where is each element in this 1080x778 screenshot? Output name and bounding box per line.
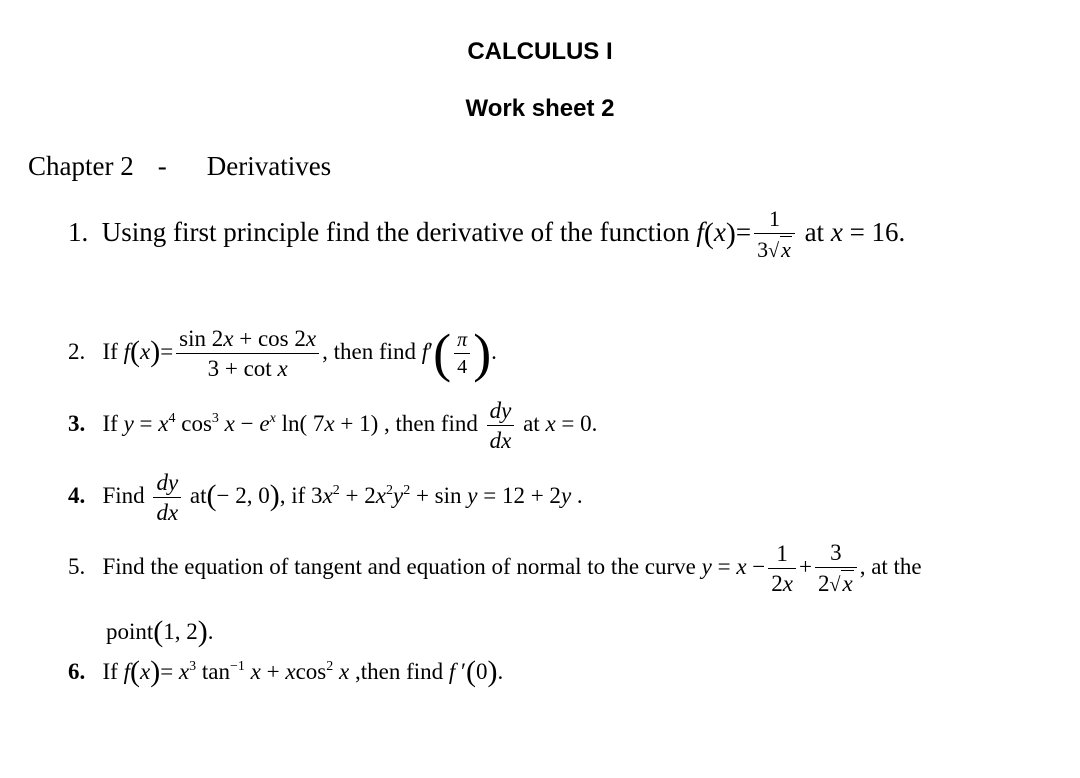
document-title: CALCULUS I bbox=[467, 38, 613, 65]
question-2 bbox=[68, 322, 497, 384]
document-subtitle: Work sheet 2 bbox=[465, 95, 615, 122]
chapter-label: Chapter 2 bbox=[28, 151, 134, 181]
chapter-heading bbox=[28, 151, 331, 182]
question-text: If $f(x)= x^3$ $\tan^{-1} x + xcos^2$ x ,then find f ′(0). bbox=[91, 655, 504, 688]
question-6 bbox=[68, 655, 503, 689]
chapter-topic: Derivatives bbox=[206, 151, 332, 181]
question-text: If $y = x^4$ $\cos^3 x - e^x$ ln( 7x + 1) , then find $\frac{dy}{dx}$ at x = 0. bbox=[91, 398, 598, 453]
question-number: 5. bbox=[68, 553, 86, 579]
question-text: Using first principle find the derivative of the function f(x)= $\frac{1}{3√x}$ at x = 16. bbox=[95, 206, 906, 262]
question-number: 3. bbox=[68, 411, 86, 437]
question-5-continuation bbox=[106, 615, 214, 649]
question-number: 1. bbox=[68, 216, 89, 247]
chapter-separator: - bbox=[157, 151, 167, 181]
question-number: 4. bbox=[68, 483, 86, 509]
question-number: 2. bbox=[68, 339, 86, 364]
question-3 bbox=[68, 398, 597, 454]
question-text: Find $\frac{dy}{dx}$ at(− 2, 0), if $3x^2 + 2x^2y^2 + \sin y = 12 + 2y$ . bbox=[91, 470, 583, 525]
question-text: point(1, 2). bbox=[106, 615, 214, 648]
question-5 bbox=[68, 540, 922, 597]
question-1 bbox=[68, 206, 905, 263]
question-number: 6. bbox=[68, 659, 86, 684]
question-text: Find the equation of tangent and equation of normal to the curve y = x − $\frac{1}{2x}$ + $\frac{3}{2√x}$ , at the bbox=[91, 540, 922, 596]
question-4 bbox=[68, 470, 583, 526]
question-text: If f(x)= $\frac{\sin 2x + \cos 2x}{\text{3 + cot x}}$ , then find f′( $\frac{\pi}{4}$ ). bbox=[91, 323, 497, 383]
